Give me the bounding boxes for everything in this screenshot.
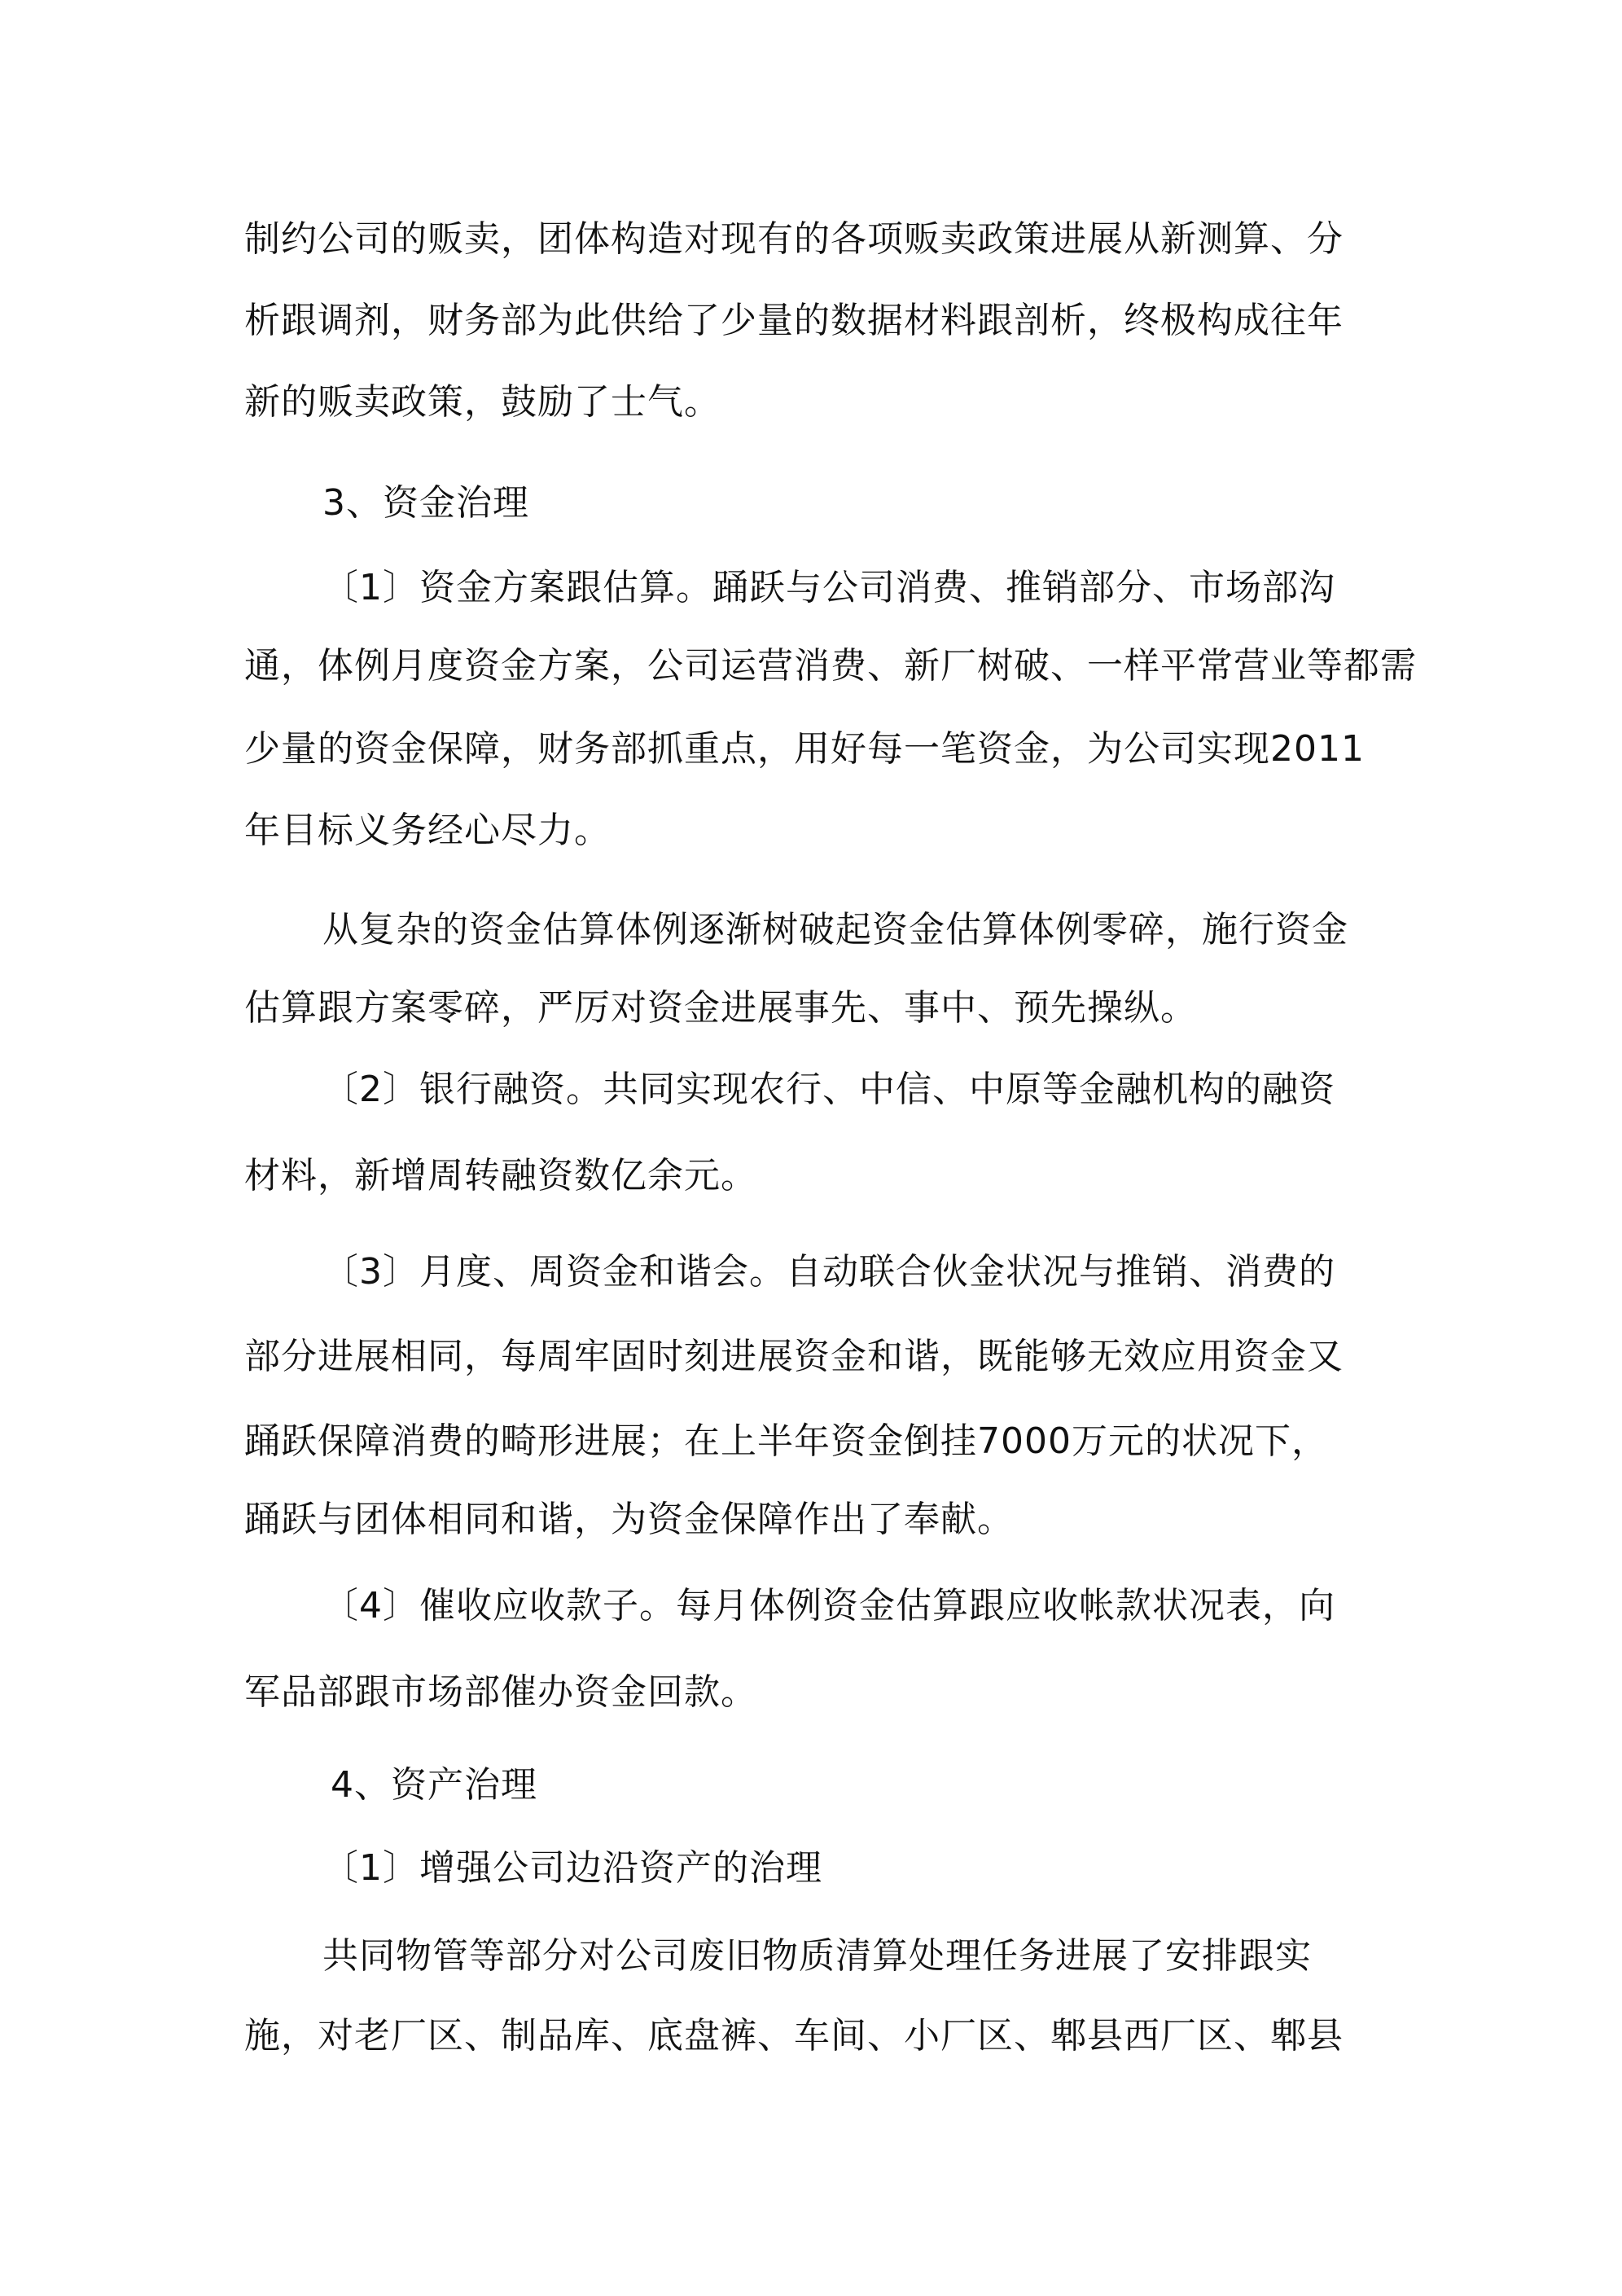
- text-line: 部分进展相同，每周牢固时刻进展资金和谐，既能够无效应用资金又: [244, 1336, 1344, 1377]
- text-line: 少量的资金保障，财务部抓重点，用好每一笔资金，为公司实现2011: [244, 728, 1365, 770]
- section-heading: 4、资产治理: [331, 1764, 537, 1806]
- text-line: 材料，新增周转融资数亿余元。: [244, 1155, 757, 1196]
- text-line: 估算跟方案零碎，严厉对资金进展事先、事中、预先操纵。: [244, 987, 1197, 1029]
- text-line: 踊跃保障消费的畸形进展；在上半年资金倒挂7000万元的状况下，: [244, 1420, 1328, 1462]
- text-line: 通，体例月度资金方案，公司运营消费、新厂树破、一样平常营业等都需: [244, 645, 1417, 687]
- text-line: 〔1〕增强公司边沿资产的治理: [322, 1847, 822, 1889]
- text-line: 〔2〕银行融资。共同实现农行、中信、中原等金融机构的融资: [322, 1069, 1335, 1110]
- text-line: 踊跃与团体相同和谐，为资金保障作出了奉献。: [244, 1499, 1014, 1540]
- text-line: 制约公司的贩卖，团体构造对现有的各项贩卖政策进展从新测算、分: [244, 218, 1344, 260]
- text-line: 析跟调剂，财务部为此供给了少量的数据材料跟剖析，终极构成往年: [244, 300, 1344, 341]
- text-line: 年目标义务经心尽力。: [244, 810, 611, 851]
- text-line: 共同物管等部分对公司废旧物质清算处理任务进展了安排跟实: [322, 1935, 1312, 1977]
- text-line: 〔4〕催收应收款子。每月体例资金估算跟应收帐款状况表，向: [322, 1585, 1335, 1627]
- text-line: 新的贩卖政策，鼓励了士气。: [244, 381, 721, 423]
- text-line: 施，对老厂区、制品库、底盘裤、车间、小厂区、郫县西厂区、郫县: [244, 2015, 1344, 2057]
- text-line: 〔1〕资金方案跟估算。踊跃与公司消费、推销部分、市场部沟: [322, 567, 1335, 608]
- text-line: 军品部跟市场部催办资金回款。: [244, 1671, 757, 1713]
- text-line: 〔3〕月度、周资金和谐会。自动联合伙金状况与推销、消费的: [322, 1251, 1335, 1293]
- text-line: 从复杂的资金估算体例逐渐树破起资金估算体例零碎，施行资金: [322, 909, 1348, 950]
- section-heading: 3、资金治理: [322, 482, 529, 524]
